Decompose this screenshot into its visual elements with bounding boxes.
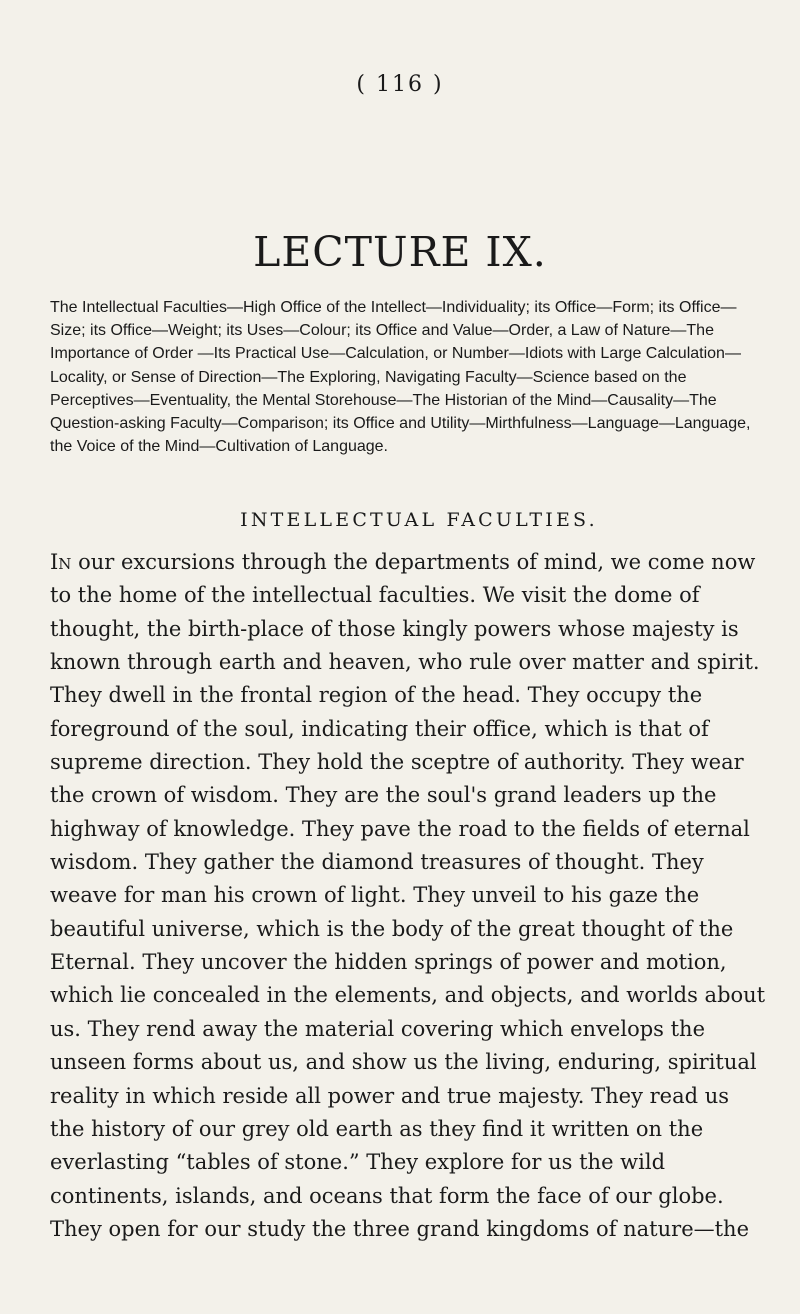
page-number: ( 116 ) (356, 72, 444, 97)
opening-word: In (50, 550, 72, 574)
body-paragraph-text: our excursions through the departments of mind, we come now to the home of the intellectual faculties. We visit the dome of thought, the birth-place of those kingly powers whose majesty is known through earth and heaven, who rule over matter and spirit. They dwell in the frontal region of the head. They occupy the foreground of the soul, indicating their office, which is that of supreme direction. They hold the sceptre of authority. They wear the crown of wisdom. They are the soul's grand leaders up the highway of knowledge. They pave the road to the fields of eternal wisdom. They gather the diamond treasures of thought. They weave for man his crown of light. They unveil to his gaze the beautiful universe, which is the body of the great thought of the Eternal. They uncover the hidden springs of power and motion, which lie concealed in the elements, and objects, and worlds about us. They rend away the material covering which envelops the unseen forms about us, and show us the living, enduring, spiritual reality in which reside all power and true majesty. They read us the history of our grey old earth as they find it written on the everlasting “tables of stone.” They explore for us the wild continents, islands, and oceans that form the face of our globe. They open for our study the three grand kingdoms of nature—the (50, 550, 766, 1241)
section-heading: INTELLECTUAL FACULTIES. (240, 509, 598, 531)
lecture-title: LECTURE IX. (253, 228, 547, 276)
chapter-synopsis: The Intellectual Faculties—High Office of the Intellect—Individuality; its Office—Form; its Office—Size; its Office—Weight; its Uses—Colour; its Office and Value—Order, a Law of Nature—The Importance of Order —Its Practical Use—Calculation, or Number—Idiots with Large Calculation—Locality, or Sense of Direction—The Exploring, Navigating Faculty—Science based on the Perceptives—Eventuality, the Mental Storehouse—The Historian of the Mind—Causality—The Question-asking Faculty—Comparison; its Office and Utility—Mirthfulness—Language—Language, the Voice of the Mind—Cultivation of Language. (50, 299, 751, 456)
body-paragraph (50, 546, 766, 1246)
